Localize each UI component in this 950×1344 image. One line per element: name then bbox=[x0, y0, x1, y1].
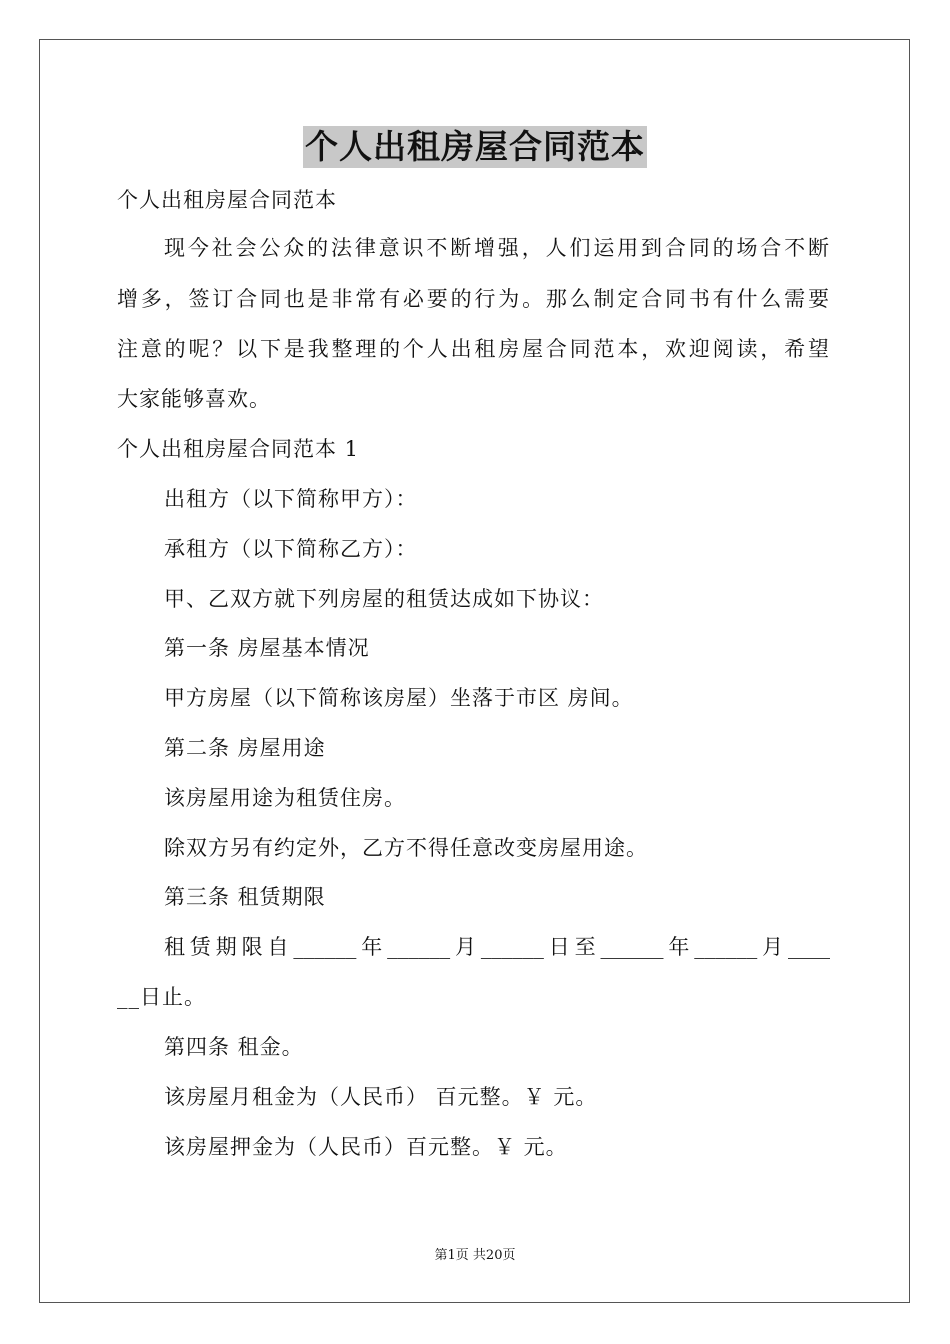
deposit-line: 该房屋押金为（人民币）百元整。￥ 元。 bbox=[164, 1135, 568, 1159]
page-border bbox=[39, 39, 910, 1303]
article-2-text-1: 该房屋用途为租赁住房。 bbox=[164, 786, 406, 810]
article-4-heading: 第四条 租金。 bbox=[164, 1035, 304, 1059]
page-footer: 第1页 共20页 bbox=[434, 1248, 516, 1263]
monthly-rent-line: 该房屋月租金为（人民币） 百元整。￥ 元。 bbox=[164, 1085, 598, 1109]
lease-term-end: __日止。 bbox=[117, 985, 206, 1009]
paragraph-line-2: 增多，签订合同也是非常有必要的行为。那么制定合同书有什么需要 bbox=[117, 287, 830, 311]
article-2-heading: 第二条 房屋用途 bbox=[164, 736, 326, 760]
title-wrap bbox=[0, 126, 950, 168]
paragraph-line-4: 大家能够喜欢。 bbox=[117, 387, 271, 411]
lessor-line: 出租方（以下简称甲方）： bbox=[164, 487, 418, 511]
section-heading: 个人出租房屋合同范本 1 bbox=[117, 437, 360, 461]
lease-term-line: 租赁期限自______年______月______日至______年______月____ bbox=[164, 935, 830, 959]
paragraph-line-3: 注意的呢？以下是我整理的个人出租房屋合同范本，欢迎阅读，希望 bbox=[117, 337, 830, 361]
lessee-line: 承租方（以下简称乙方）： bbox=[164, 537, 418, 561]
document-title: 个人出租房屋合同范本 bbox=[305, 127, 645, 166]
article-1-heading: 第一条 房屋基本情况 bbox=[164, 636, 370, 660]
article-3-heading: 第三条 租赁期限 bbox=[164, 885, 326, 909]
agreement-line: 甲、乙双方就下列房屋的租赁达成如下协议： bbox=[164, 587, 604, 611]
paragraph-line-1: 现今社会公众的法律意识不断增强，人们运用到合同的场合不断 bbox=[164, 236, 830, 260]
article-2-text-2: 除双方另有约定外，乙方不得任意改变房屋用途。 bbox=[164, 836, 648, 860]
subtitle-line: 个人出租房屋合同范本 bbox=[117, 188, 337, 212]
article-1-text: 甲方房屋（以下简称该房屋）坐落于市区 房间。 bbox=[164, 686, 634, 710]
